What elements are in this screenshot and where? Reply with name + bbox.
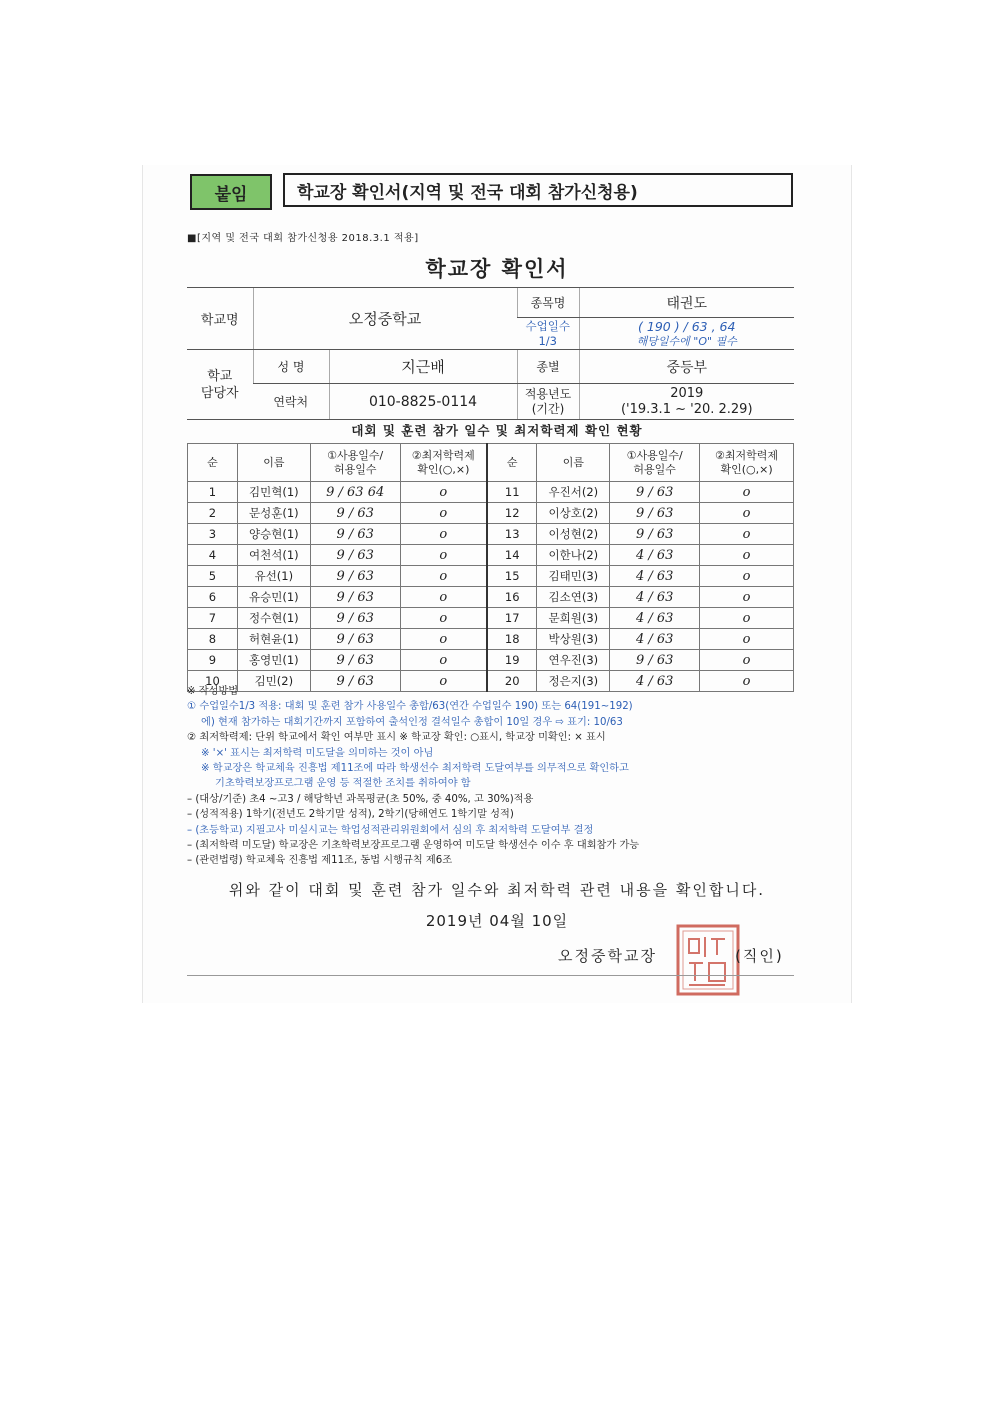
row-name: 허현윤(1) — [237, 629, 310, 650]
row-name: 김태민(3) — [537, 566, 610, 587]
row-check: o — [700, 608, 794, 629]
col-days-right — [610, 444, 700, 482]
footer-divider — [187, 975, 794, 976]
days-sub: 1/3 — [538, 333, 557, 348]
row-days: 4 / 63 — [610, 671, 700, 692]
school-value: 오정중학교 — [253, 288, 517, 350]
table-row — [188, 482, 794, 503]
row-check: o — [700, 629, 794, 650]
table-row — [188, 566, 794, 587]
note-8: – (최저학력 미도달) 학교장은 기초학력보장프로그램 운영하여 미도달 학생선수 이수 후 대회참가 가능 — [187, 840, 640, 852]
row-name: 양승현(1) — [237, 524, 310, 545]
table-row — [188, 650, 794, 671]
row-days: 9 / 63 — [310, 587, 400, 608]
year-sub: (기간) — [531, 401, 565, 416]
row-check: o — [400, 524, 487, 545]
row-check: o — [400, 650, 487, 671]
row-check: o — [700, 587, 794, 608]
table-row — [188, 545, 794, 566]
confirmation-text: 위와 같이 대회 및 훈련 참가 일수와 최저학력 관련 내용을 확인합니다. — [228, 881, 766, 899]
col-min-right-line2: 확인(○,×) — [720, 462, 773, 476]
days-label: 수업일수 — [525, 318, 570, 333]
row-days: 9 / 63 — [610, 524, 700, 545]
staff-label-1: 학교 — [207, 368, 233, 384]
note-3: ※ '×' 표시는 최저학력 미도달을 의미하는 것이 아님 — [201, 747, 434, 759]
note-7: – (초등학교) 지필고사 미실시교는 학업성적관리위원회에서 심의 후 최저학력 도달여부 결정 — [187, 824, 594, 836]
row-no: 20 — [487, 671, 537, 692]
note-4b: 기초학력보장프로그램 운영 등 적절한 조치를 취하여야 함 — [215, 778, 471, 790]
instructions — [187, 684, 807, 869]
row-check: o — [400, 608, 487, 629]
row-no: 12 — [487, 503, 537, 524]
days-value-cell — [579, 318, 794, 350]
row-check: o — [700, 671, 794, 692]
row-days: 9 / 63 — [610, 650, 700, 671]
col-min-right-line1: ②최저학력제 — [715, 448, 779, 462]
row-check: o — [700, 545, 794, 566]
row-check: o — [700, 524, 794, 545]
col-name: 이름 — [237, 444, 310, 482]
row-name: 홍영민(1) — [237, 650, 310, 671]
row-name: 유선(1) — [237, 566, 310, 587]
row-days: 9 / 63 — [310, 608, 400, 629]
col-no: 순 — [188, 444, 238, 482]
category-value: 중등부 — [579, 350, 794, 384]
year-value-cell — [579, 384, 794, 420]
row-name: 김민혁(1) — [237, 482, 310, 503]
row-no: 18 — [487, 629, 537, 650]
note-1: ① 수업일수1/3 적용: 대회 및 훈련 참가 사용일수 총합/63(연간 수업일수 190) 또는 64(191~192) — [187, 701, 633, 713]
row-days: 9 / 63 — [310, 524, 400, 545]
school-info-table — [187, 287, 794, 420]
row-no: 7 — [188, 608, 238, 629]
notes-heading: ※ 작성방법 — [187, 686, 239, 697]
row-name: 박상원(3) — [537, 629, 610, 650]
row-days: 9 / 63 — [310, 566, 400, 587]
row-no: 2 — [188, 503, 238, 524]
form-version-note: ■[지역 및 전국 대회 참가신청용 2018.3.1 적용] — [187, 233, 419, 244]
row-name: 유승민(1) — [237, 587, 310, 608]
col-no-right: 순 — [487, 444, 537, 482]
col-min-line2: 확인(○,×) — [417, 462, 470, 476]
row-days: 9 / 63 — [610, 503, 700, 524]
row-no: 14 — [487, 545, 537, 566]
row-no: 15 — [487, 566, 537, 587]
row-no: 4 — [188, 545, 238, 566]
row-no: 11 — [487, 482, 537, 503]
participant-rows — [188, 482, 794, 692]
row-name: 김소연(3) — [537, 587, 610, 608]
staff-label-2: 담당자 — [200, 385, 239, 401]
event-label: 종목명 — [517, 288, 579, 318]
note-1b: 에) 현재 참가하는 대회기간까지 포함하여 출석인정 결석일수 총합이 10일 경우 ⇨ 표기: 10/63 — [201, 716, 623, 728]
row-no: 9 — [188, 650, 238, 671]
note-5: – (대상/기준) 초4 ~고3 / 해당학년 과목평균(초 50%, 중 40%, 고 30%)적용 — [187, 793, 534, 805]
row-days: 9 / 63 64 — [310, 482, 400, 503]
year-label: 적용년도 — [524, 386, 572, 401]
header-title: 학교장 확인서(지역 및 전국 대회 참가신청용) — [283, 173, 793, 207]
col-name-right: 이름 — [537, 444, 610, 482]
table-row — [188, 629, 794, 650]
row-no: 10 — [188, 671, 238, 692]
row-no: 8 — [188, 629, 238, 650]
note-2: ② 최저학력제: 단위 학교에서 확인 여부만 표시 ※ 학교장 확인: ○표시, 학교장 미확인: × 표시 — [187, 732, 606, 744]
year-value: 2019 — [670, 385, 704, 401]
row-check: o — [700, 503, 794, 524]
row-check: o — [400, 671, 487, 692]
row-check: o — [400, 482, 487, 503]
year-period: ('19.3.1 ~ '20. 2.29) — [620, 401, 753, 417]
row-days: 4 / 63 — [610, 629, 700, 650]
row-days: 9 / 63 — [610, 482, 700, 503]
name-value: 지근배 — [329, 350, 517, 384]
event-value: 태권도 — [579, 288, 794, 318]
col-days — [310, 444, 400, 482]
row-check: o — [700, 482, 794, 503]
row-days: 4 / 63 — [610, 566, 700, 587]
col-min — [400, 444, 487, 482]
row-name: 김민(2) — [237, 671, 310, 692]
row-check: o — [700, 650, 794, 671]
days-note: 해당일수에 "O" 필수 — [636, 334, 737, 348]
table-row — [188, 608, 794, 629]
participants-table — [187, 443, 794, 692]
row-name: 이성현(2) — [537, 524, 610, 545]
section-title: 대회 및 훈련 참가 일수 및 최저학력제 확인 현황 — [351, 423, 643, 438]
col-min-line1: ②최저학력제 — [411, 448, 475, 462]
row-days: 4 / 63 — [610, 545, 700, 566]
row-name: 이상호(2) — [537, 503, 610, 524]
note-9: – (관련법령) 학교체육 진흥법 제11조, 동법 시행규칙 제6조 — [187, 855, 453, 867]
row-days: 4 / 63 — [610, 608, 700, 629]
row-check: o — [700, 566, 794, 587]
table-row — [188, 503, 794, 524]
row-days: 9 / 63 — [310, 629, 400, 650]
col-days-right-line1: ①사용일수/ — [626, 448, 683, 462]
col-days-line1: ①사용일수/ — [327, 448, 384, 462]
row-no: 16 — [487, 587, 537, 608]
note-6: – (성적적용) 1학기(전년도 2학기말 성적), 2학기(당해연도 1학기말 성적) — [187, 809, 514, 821]
row-no: 17 — [487, 608, 537, 629]
col-days-right-line2: 허용일수 — [633, 462, 676, 476]
table-row — [188, 524, 794, 545]
staff-label-cell — [187, 350, 253, 420]
attachment-tag: 붙임 — [190, 174, 272, 210]
row-check: o — [400, 587, 487, 608]
row-name: 이한나(2) — [537, 545, 610, 566]
row-days: 9 / 63 — [310, 545, 400, 566]
name-label: 성 명 — [253, 350, 329, 384]
row-check: o — [400, 503, 487, 524]
issue-date: 2019년 04월 10일 — [425, 912, 569, 930]
row-days: 9 / 63 — [310, 671, 400, 692]
note-4: ※ 학교장은 학교체육 진흥법 제11조에 따라 학생선수 최저학력 도달여부를 의무적으로 확인하고 — [201, 763, 629, 775]
scanned-document — [142, 165, 852, 1003]
seal-label: (직인) — [735, 947, 784, 965]
table-row — [188, 587, 794, 608]
row-check: o — [400, 566, 487, 587]
row-name: 정은지(3) — [537, 671, 610, 692]
row-name: 여천석(1) — [237, 545, 310, 566]
category-label: 종별 — [517, 350, 579, 384]
contact-value: 010-8825-0114 — [329, 384, 517, 420]
row-days: 4 / 63 — [610, 587, 700, 608]
row-name: 연우진(3) — [537, 650, 610, 671]
school-label: 학교명 — [187, 288, 253, 350]
row-no: 1 — [188, 482, 238, 503]
row-name: 정수현(1) — [237, 608, 310, 629]
row-check: o — [400, 545, 487, 566]
row-name: 문성훈(1) — [237, 503, 310, 524]
row-no: 5 — [188, 566, 238, 587]
page-title: 학교장 확인서 — [425, 257, 569, 281]
row-no: 19 — [487, 650, 537, 671]
col-min-right — [700, 444, 794, 482]
principal-name: 오정중학교장 — [558, 947, 657, 965]
row-days: 9 / 63 — [310, 650, 400, 671]
official-seal-icon — [675, 923, 741, 997]
row-no: 3 — [188, 524, 238, 545]
row-days: 9 / 63 — [310, 503, 400, 524]
days-value: ( 190 ) / 63 , 64 — [638, 318, 736, 334]
year-label-cell — [517, 384, 579, 420]
row-name: 우진서(2) — [537, 482, 610, 503]
contact-label: 연락처 — [253, 384, 329, 420]
row-name: 문희원(3) — [537, 608, 610, 629]
row-no: 6 — [188, 587, 238, 608]
row-no: 13 — [487, 524, 537, 545]
days-label-cell — [517, 318, 579, 350]
row-check: o — [400, 629, 487, 650]
col-days-line2: 허용일수 — [333, 462, 377, 476]
